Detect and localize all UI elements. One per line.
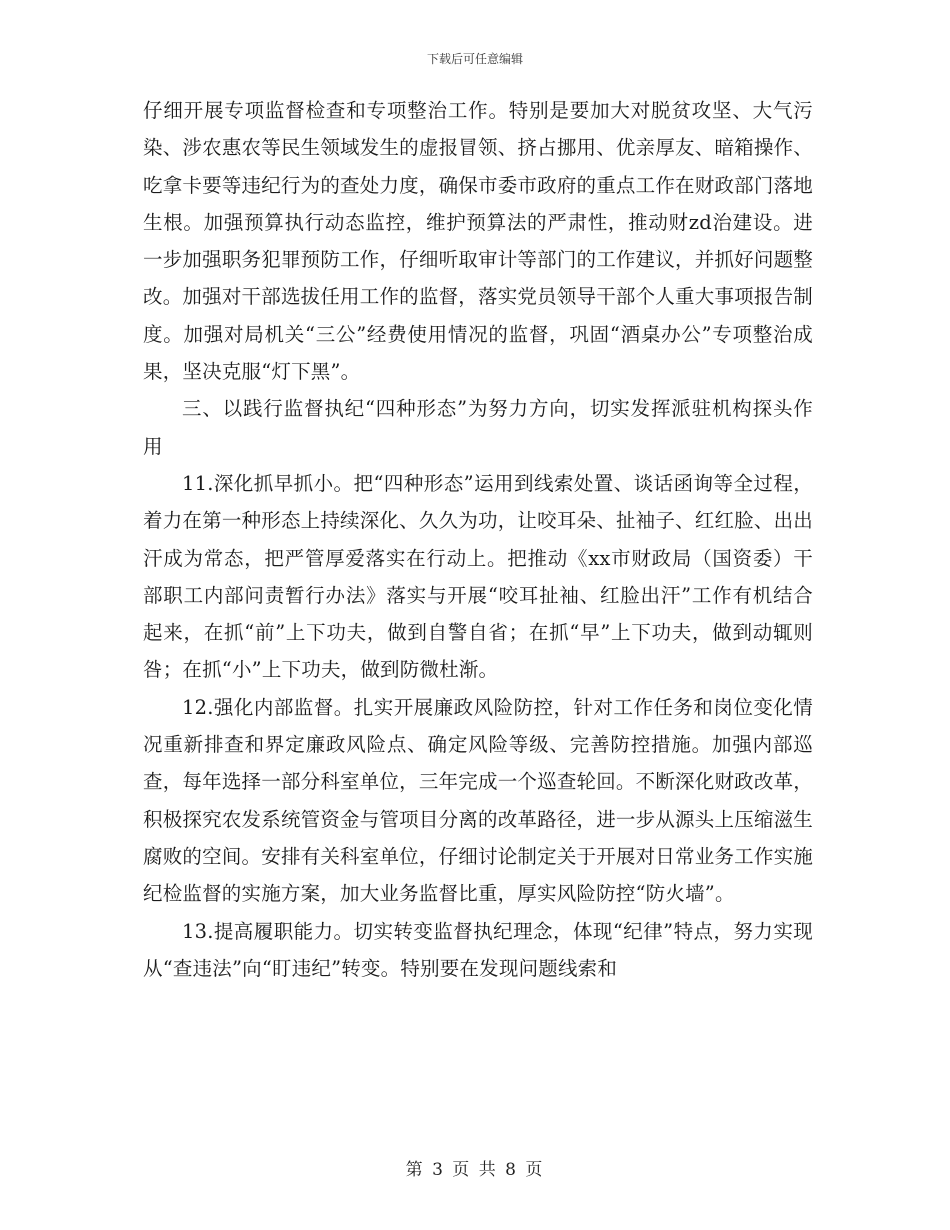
- page-header: 下载后可任意编辑: [426, 52, 523, 66]
- document-body: [143, 92, 813, 987]
- paragraph-item-11: 11.深化抓早抓小。把“四种形态”运用到线索处置、谈话函询等全过程，着力在第一种形态上持续深化、久久为功，让咬耳朵、扯袖子、红红脸、出出汗成为常态，把严管厚爱落实在行动上。把推动《xx市财政局（国资委）干部职工内部问责暂行办法》落实与开展“咬耳扯袖、红脸出汗”工作有机结合起来，在抓“前”上下功夫，做到自警自省；在抓“早”上下功夫，做到动辄则咎；在抓“小”上下功夫，做到防微杜渐。: [143, 471, 813, 682]
- page-footer: 第 3 页 共 8 页: [405, 1160, 545, 1180]
- section-heading-3: 三、以践行监督执纪“四种形态”为努力方向，切实发挥派驻机构探头作用: [143, 397, 813, 458]
- paragraph-item-13: 13.提高履职能力。切实转变监督执纪理念，体现“纪律”特点，努力实现从“查违法”向“盯违纪”转变。特别要在发现问题线索和: [143, 919, 813, 980]
- paragraph-1: 仔细开展专项监督检查和专项整治工作。特别是要加大对脱贫攻坚、大气污染、涉农惠农等民生领域发生的虚报冒领、挤占挪用、优亲厚友、暗箱操作、吃拿卡要等违纪行为的查处力度，确保市委市政府的重点工作在财政部门落地生根。加强预算执行动态监控，维护预算法的严肃性，推动财zd治建设。进一步加强职务犯罪预防工作，仔细听取审计等部门的工作建议，并抓好问题整改。加强对干部选拔任用工作的监督，落实党员领导干部个人重大事项报告制度。加强对局机关“三公”经费使用情况的监督，巩固“酒桌办公”专项整治成果，坚决克服“灯下黑”。: [143, 99, 813, 384]
- paragraph-item-12: 12.强化内部监督。扎实开展廉政风险防控，针对工作任务和岗位变化情况重新排查和界定廉政风险点、确定风险等级、完善防控措施。加强内部巡查，每年选择一部分科室单位，三年完成一个巡查轮回。不断深化财政改革，积极探究农发系统管资金与管项目分离的改革路径，进一步从源头上压缩滋生腐败的空间。安排有关科室单位，仔细讨论制定关于开展对日常业务工作实施纪检监督的实施方案，加大业务监督比重，厚实风险防控“防火墙”。: [143, 695, 813, 906]
